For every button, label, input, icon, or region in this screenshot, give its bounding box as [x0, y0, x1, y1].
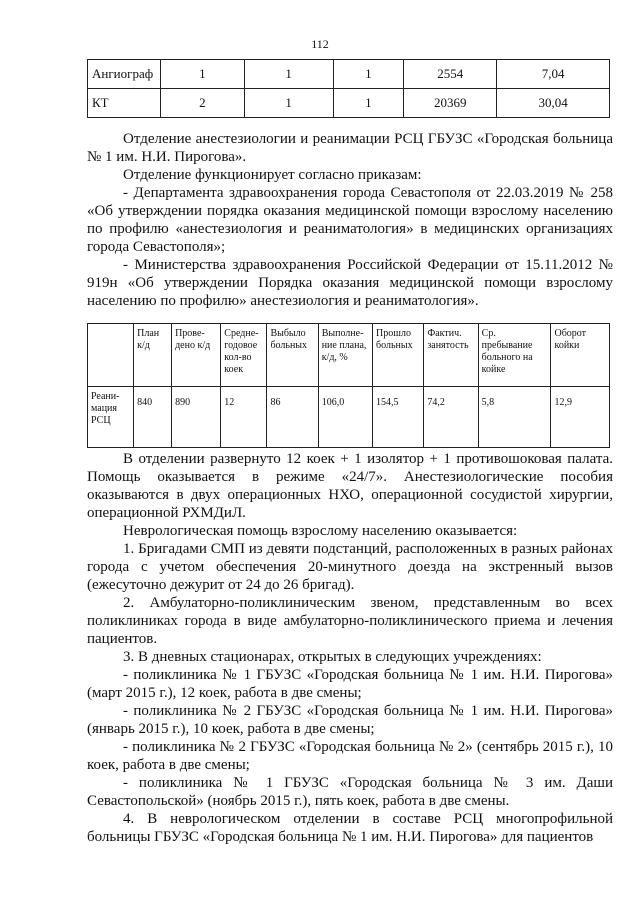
table-cell: 86	[267, 387, 318, 448]
table-row	[88, 60, 610, 89]
table-header-cell: Оборот койки	[551, 324, 610, 387]
list-item-1: 1. Бригадами СМП из девяти подстанций, расположенных в разных районах города с учетом обеспечения 20-минутного доезда на экстренный вызов (ежесуточно дежурит от 24 до 26 бригад).	[87, 541, 613, 593]
table-header-cell: Прошло больных	[373, 324, 424, 387]
table-cell: Реани-мация РСЦ	[88, 387, 134, 448]
table-cell: 1	[244, 89, 333, 118]
table-header-cell: Выполне-ние плана, к/д, %	[318, 324, 372, 387]
table-cell: 2	[160, 89, 244, 118]
table-cell: 1	[333, 89, 404, 118]
neuro-intro: Неврологическая помощь взрослому населению оказывается:	[123, 523, 518, 539]
table-cell: 840	[134, 387, 172, 448]
table-header-cell	[88, 324, 134, 387]
table-header-cell: План к/д	[134, 324, 172, 387]
beds-paragraph: В отделении развернуто 12 коек + 1 изолятор + 1 противошоковая палата. Помощь оказывается в режиме «24/7». Анестезиологические пособия оказываются в двух операционных НХО, операционной сосудистой хирургии, операционной РХМДиЛ.	[87, 451, 613, 521]
table-cell: 1	[160, 60, 244, 89]
list-item-3: 3. В дневных стационарах, открытых в следующих учреждениях:	[123, 649, 542, 665]
table-header-cell: Выбыло больных	[267, 324, 318, 387]
table-header-row	[88, 324, 610, 387]
sub-item-2: - поликлиника № 2 ГБУЗС «Городская больница № 1 им. Н.И. Пирогова» (январь 2015 г.), 10 коек, работа в две смены;	[87, 703, 613, 737]
order-1: - Департамента здравоохранения города Севастополя от 22.03.2019 № 258 «Об утверждении порядка оказания медицинской помощи взрослому населению по профилю «анестезиология и реаниматология» в медицинских организациях города Севастополя»;	[87, 185, 613, 255]
table-row	[88, 89, 610, 118]
table-header-cell: Средне-годовое кол-во коек	[221, 324, 267, 387]
table-cell: 30,04	[497, 89, 610, 118]
table-cell: 12,9	[551, 387, 610, 448]
table-cell: 2554	[404, 60, 497, 89]
table-cell: 154,5	[373, 387, 424, 448]
page-number: 112	[311, 37, 329, 51]
table-row	[88, 387, 610, 448]
table-cell: КТ	[88, 89, 161, 118]
functions-intro: Отделение функционирует согласно приказам:	[123, 167, 422, 183]
table-header-cell: Ср. пребывание больного на койке	[478, 324, 551, 387]
table-cell: 5,8	[478, 387, 551, 448]
table-cell: 12	[221, 387, 267, 448]
table-cell: 890	[172, 387, 221, 448]
sub-item-3: - поликлиника № 2 ГБУЗС «Городская больница № 2» (сентябрь 2015 г.), 10 коек, работа в две смены;	[87, 739, 613, 773]
table-cell: Ангиограф	[88, 60, 161, 89]
table-header-cell: Прове-дено к/д	[172, 324, 221, 387]
table-cell: 106,0	[318, 387, 372, 448]
list-item-4: 4. В неврологическом отделении в составе РСЦ многопрофильной больницы ГБУЗС «Городская больница № 1 им. Н.И. Пирогова» для пациентов	[87, 811, 613, 845]
table-cell: 7,04	[497, 60, 610, 89]
equipment-table	[87, 59, 610, 118]
order-2: - Министерства здравоохранения Российской Федерации от 15.11.2012 № 919н «Об утверждении Порядка оказания медицинской помощи взрослому населению по профилю» анестезиология и реаниматология».	[87, 257, 613, 309]
sub-item-4: - поликлиника № 1 ГБУЗС «Городская больница № 3 им. Даши Севастопольской» (ноябрь 2015 г.), пять коек, работа в две смены.	[87, 775, 613, 809]
table-cell: 1	[244, 60, 333, 89]
anesthesiology-title: Отделение анестезиологии и реанимации РСЦ ГБУЗС «Городская больница № 1 им. Н.И. Пирогова».	[87, 131, 613, 165]
icu-stats-table	[87, 323, 610, 448]
sub-item-1: - поликлиника № 1 ГБУЗС «Городская больница № 1 им. Н.И. Пирогова» (март 2015 г.), 12 коек, работа в две смены;	[87, 667, 613, 701]
table-cell: 74,2	[424, 387, 478, 448]
table-header-cell: Фактич. занятость	[424, 324, 478, 387]
table-cell: 20369	[404, 89, 497, 118]
list-item-2: 2. Амбулаторно-поликлиническим звеном, представленным во всех поликлиниках города в виде амбулаторно-поликлинического приема и лечения пациентов.	[87, 595, 613, 647]
table-cell: 1	[333, 60, 404, 89]
